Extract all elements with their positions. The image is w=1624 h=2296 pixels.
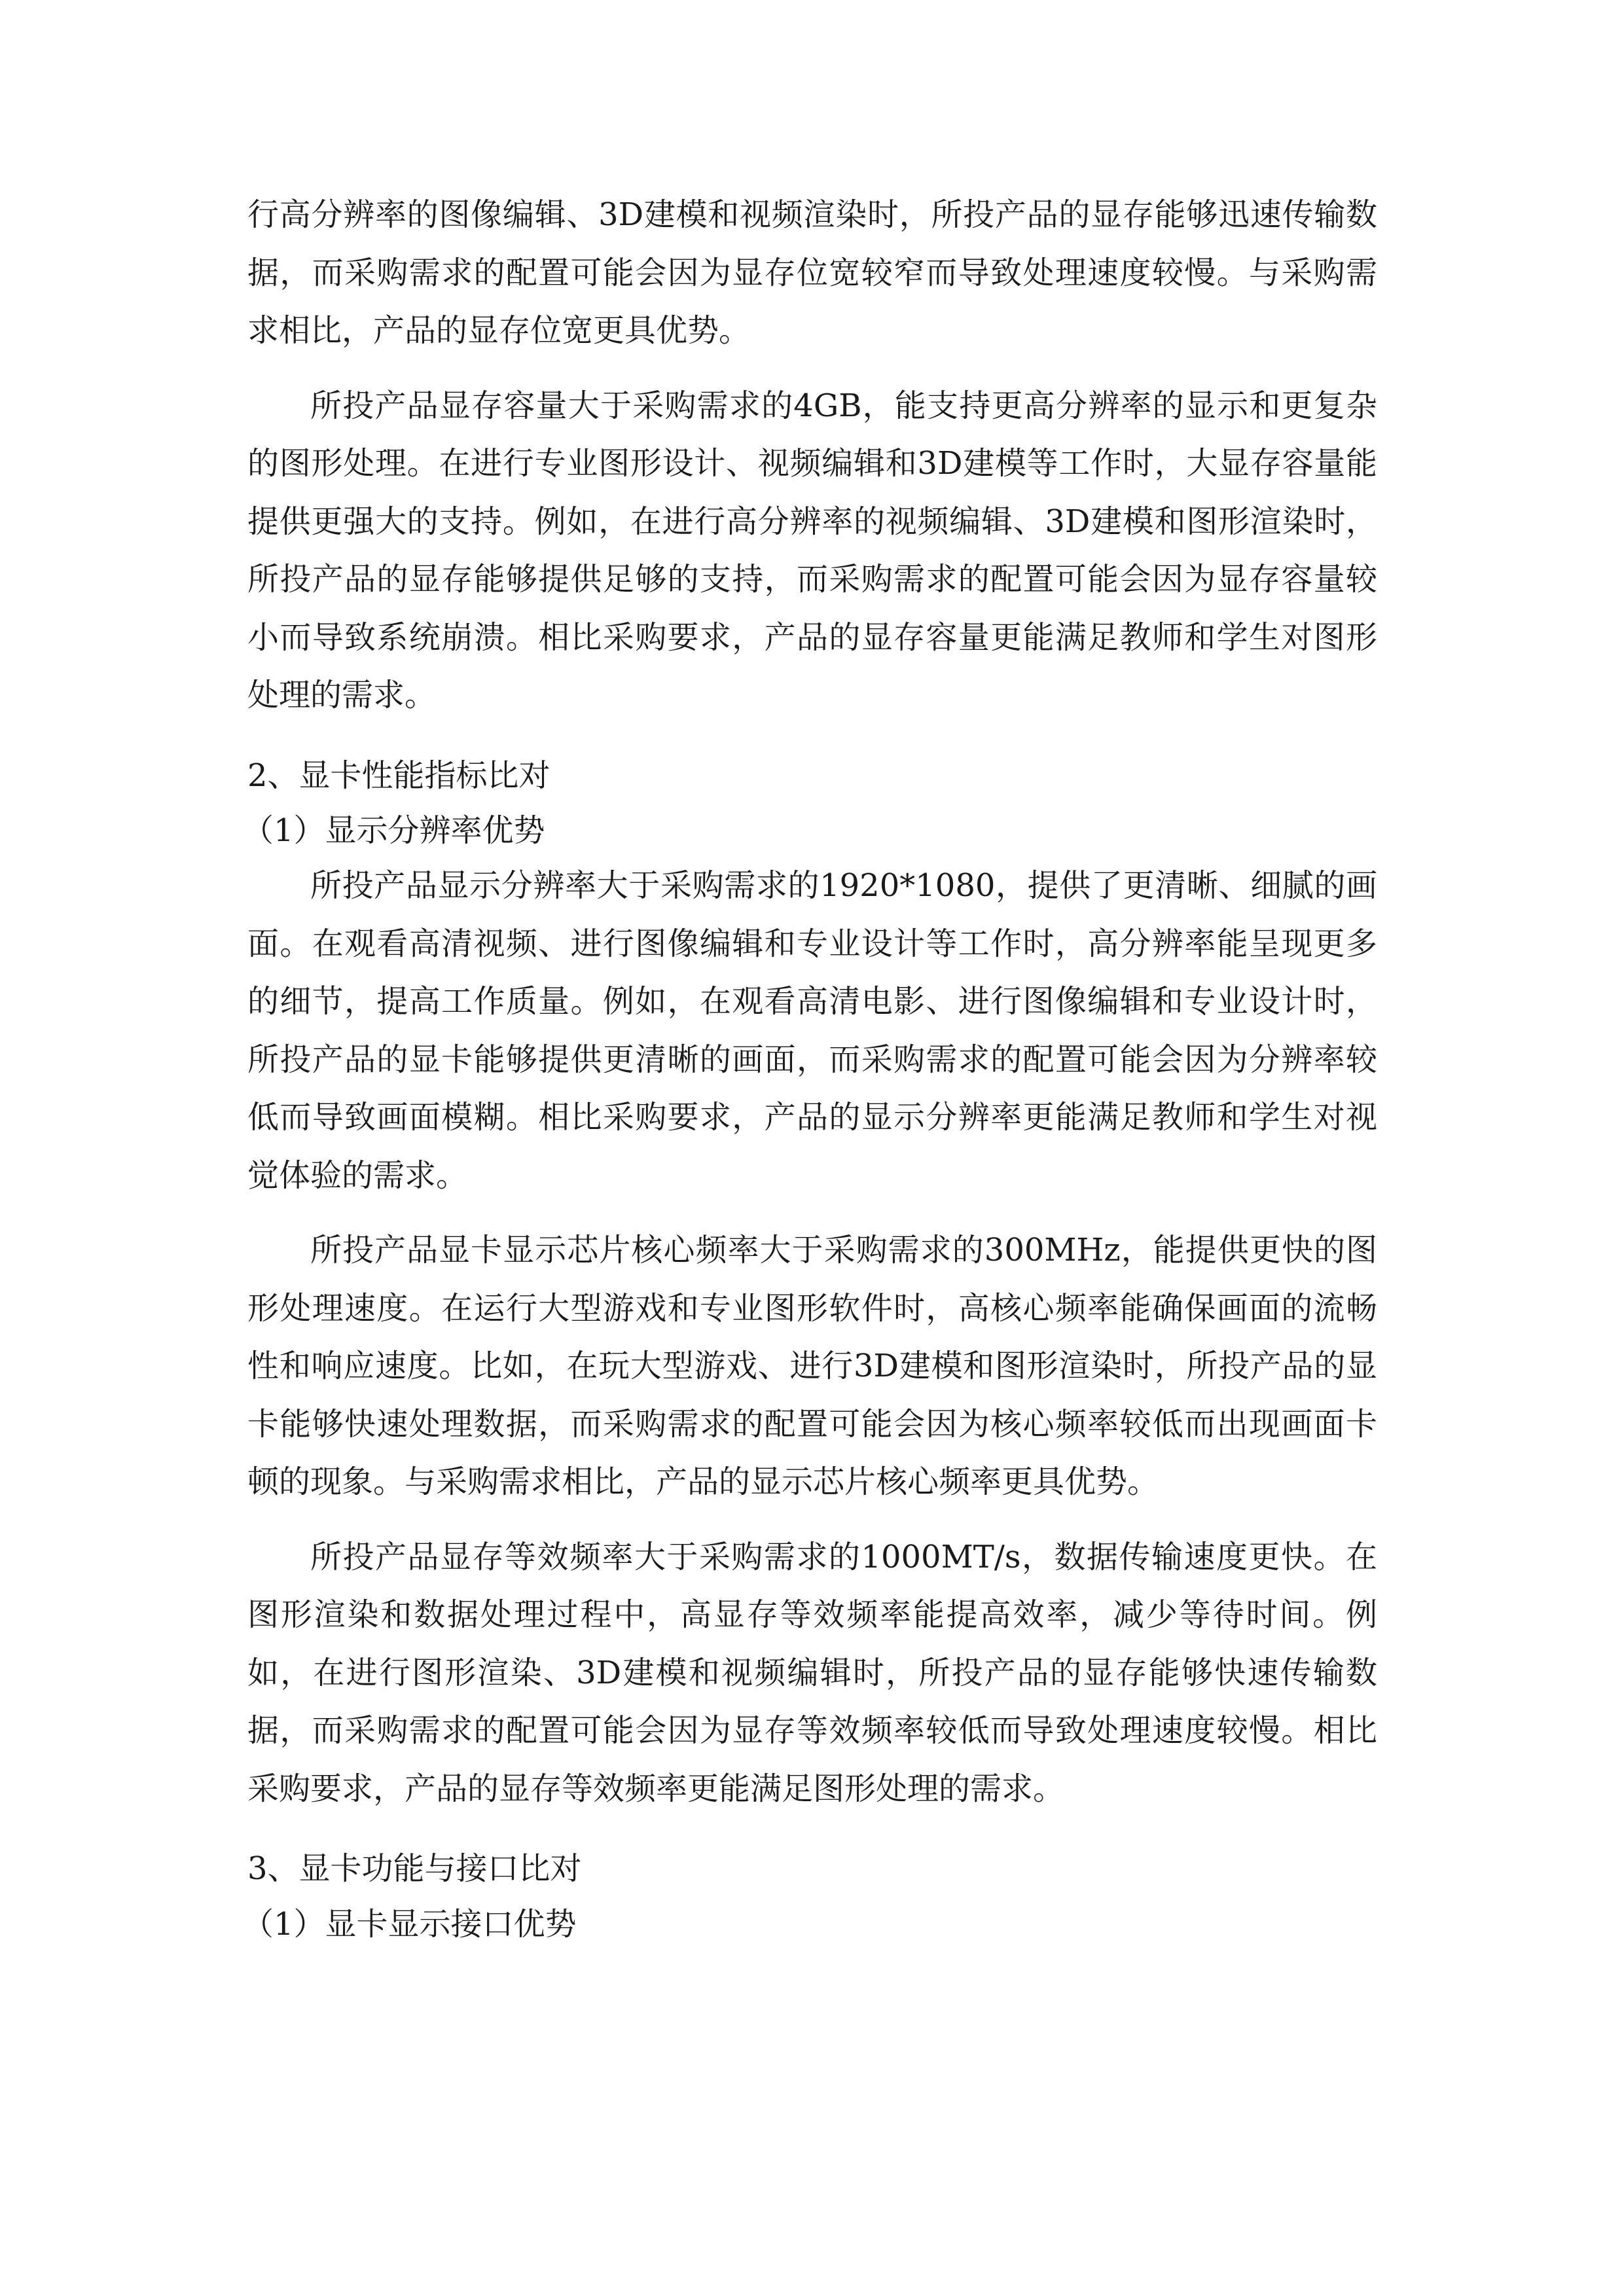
paragraph-display-resolution: 所投产品显示分辨率大于采购需求的1920*1080，提供了更清晰、细腻的画面。在观看高清视频、进行图像编辑和专业设计等工作时，高分辨率能呈现更多的细节，提高工作质量。例如，在观看高清电影、进行图像编辑和专业设计时，所投产品的显卡能够提供更清晰的画面，而采购需求的配置可能会因为分辨率较低而导致画面模糊。相比采购要求，产品的显示分辨率更能满足教师和学生对视觉体验的需求。: [247, 867, 1377, 1194]
paragraph-core-frequency: 所投产品显卡显示芯片核心频率大于采购需求的300MHz，能提供更快的图形处理速度。在运行大型游戏和专业图形软件时，高核心频率能确保画面的流畅性和响应速度。比如，在玩大型游戏、进行3D建模和图形渲染时，所投产品的显卡能够快速处理数据，而采购需求的配置可能会因为核心频率较低而出现画面卡顿的现象。与采购需求相比，产品的显示芯片核心频率更具优势。: [247, 1232, 1377, 1500]
document-body: [242, 186, 1377, 1950]
subheading-display-interface: （1）显卡显示接口优势: [242, 1905, 577, 1943]
section-heading-performance-comparison: 2、显卡性能指标比对: [247, 757, 550, 794]
section-heading-function-interface-comparison: 3、显卡功能与接口比对: [247, 1850, 582, 1887]
paragraph-memory-effective-frequency: 所投产品显存等效频率大于采购需求的1000MT/s，数据传输速度更快。在图形渲染和数据处理过程中，高显存等效频率能提高效率，减少等待时间。例如，在进行图形渲染、3D建模和视频编辑时，所投产品的显存能够快速传输数据，而采购需求的配置可能会因为显存等效频率较低而导致处理速度较慢。相比采购要求，产品的显存等效频率更能满足图形处理的需求。: [247, 1538, 1377, 1807]
subheading-display-resolution: （1）显示分辨率优势: [242, 812, 545, 849]
paragraph-display-memory-capacity: 所投产品显存容量大于采购需求的4GB，能支持更高分辨率的显示和更复杂的图形处理。在进行专业图形设计、视频编辑和3D建模等工作时，大显存容量能提供更强大的支持。例如，在进行高分辨率的视频编辑、3D建模和图形渲染时，所投产品的显存能够提供足够的支持，而采购需求的配置可能会因为显存容量较小而导致系统崩溃。相比采购要求，产品的显存容量更能满足教师和学生对图形处理的需求。: [247, 387, 1377, 713]
paragraph-display-memory-bus-width-continued: 行高分辨率的图像编辑、3D建模和视频渲染时，所投产品的显存能够迅速传输数据，而采购需求的配置可能会因为显存位宽较窄而导致处理速度较慢。与采购需求相比，产品的显存位宽更具优势。: [247, 196, 1377, 349]
